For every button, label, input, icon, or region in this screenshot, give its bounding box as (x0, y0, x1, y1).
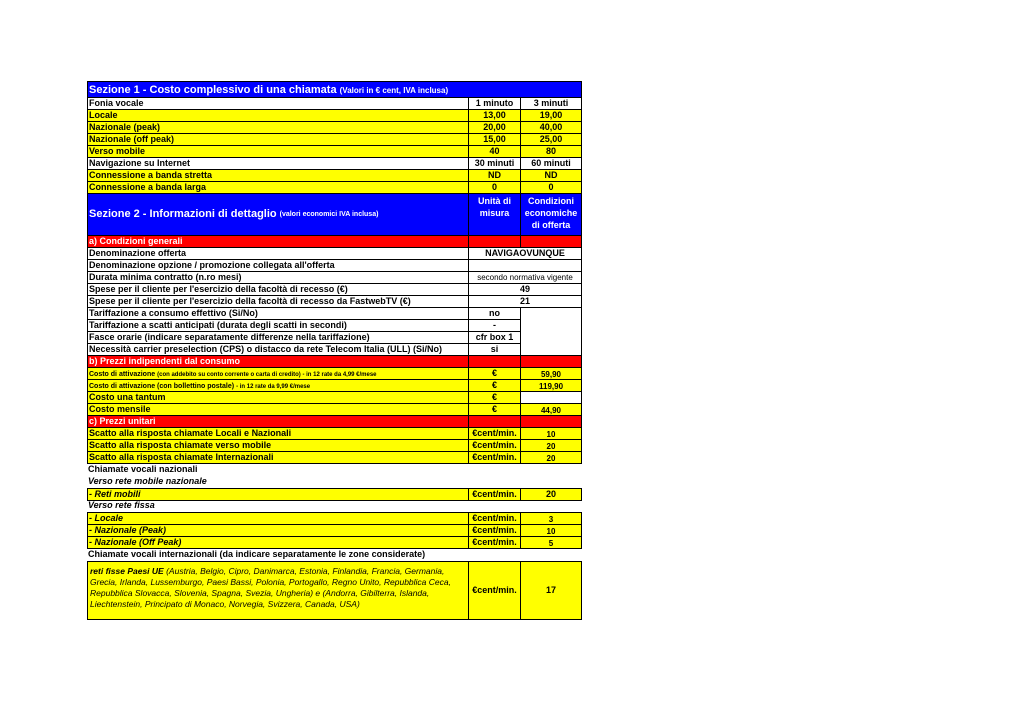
general-row-value: 21 (469, 296, 582, 308)
general-row-label: Necessità carrier preselection (CPS) o distacco da rete Telecom Italia (ULL) (Si/No) (87, 344, 469, 356)
voice-row-value-2: 25,00 (521, 134, 582, 146)
section2-subtitle: (valori economici IVA inclusa) (279, 211, 379, 218)
general-header-blank (521, 236, 582, 248)
general-row-label: Tariffazione a scatti anticipati (durata degli scatti in secondi) (87, 320, 469, 332)
fixed-row-unit: €cent/min. (469, 537, 521, 549)
scatto-row-label: Scatto alla risposta chiamate Locali e Nazionali (87, 428, 469, 440)
price-row-unit: € (469, 404, 521, 416)
voice-row-label: Verso mobile (87, 146, 469, 158)
prices-header-row (87, 356, 582, 368)
scatto-row (87, 440, 582, 452)
fixed-row-label: - Locale (87, 513, 469, 525)
scatto-row-value: 10 (521, 428, 582, 440)
internet-row-label: Connessione a banda stretta (87, 170, 469, 182)
general-row-value: 49 (469, 284, 582, 296)
general-row (87, 332, 582, 344)
voice-row-value-1: 40 (469, 146, 521, 158)
section1-title-row (87, 81, 582, 98)
general-row-value: si (469, 344, 521, 356)
eu-row-title: reti fisse Paesi UE (90, 566, 164, 576)
section2-title-text: Sezione 2 - Informazioni di dettaglio (89, 208, 277, 220)
general-row (87, 296, 582, 308)
voice-row-label: Nazionale (peak) (87, 122, 469, 134)
price-row-value: 59,90 (521, 368, 582, 380)
general-row-blank (521, 320, 582, 332)
mobile-network-header: Verso rete mobile nazionale (88, 476, 207, 486)
general-row-value: secondo normativa vigente (469, 272, 582, 284)
internet-row-label: Connessione a banda larga (87, 182, 469, 194)
general-row (87, 272, 582, 284)
general-row-label: Fasce orarie (indicare separatamente differenze nella tariffazione) (87, 332, 469, 344)
section2-col-unit: Unità di misura (469, 194, 521, 236)
general-header-row (87, 236, 582, 248)
fixed-row-value: 10 (521, 525, 582, 537)
unit-prices-header-row (87, 416, 582, 428)
general-row (87, 344, 582, 356)
voice-row (87, 122, 582, 134)
general-row-value: - (469, 320, 521, 332)
price-row (87, 368, 582, 380)
section2-col-conditions: Condizioni economiche di offerta (521, 194, 582, 236)
internet-row (87, 170, 582, 182)
mobile-header-row (87, 476, 582, 488)
price-row (87, 392, 582, 404)
general-header-blank (469, 236, 521, 248)
general-row (87, 284, 582, 296)
price-row (87, 380, 582, 392)
section2-title (87, 194, 469, 236)
general-row (87, 248, 582, 260)
scatto-row (87, 452, 582, 464)
general-row-value: NAVIGAOVUNQUE (469, 248, 582, 260)
general-row (87, 320, 582, 332)
voice-row-label: Nazionale (off peak) (87, 134, 469, 146)
general-row (87, 260, 582, 272)
voice-row (87, 134, 582, 146)
scatto-row (87, 428, 582, 440)
fixed-header-row (87, 500, 582, 512)
voice-row-value-2: 80 (521, 146, 582, 158)
internet-row-value-2: ND (521, 170, 582, 182)
fixed-row (87, 537, 582, 549)
voice-header-row (87, 98, 582, 110)
voice-row-value-2: 40,00 (521, 122, 582, 134)
scatto-row-label: Scatto alla risposta chiamate verso mobile (87, 440, 469, 452)
price-row-value: 119,90 (521, 380, 582, 392)
price-row-title: Costo una tantum (89, 392, 166, 402)
internet-row-value-2: 0 (521, 182, 582, 194)
mobile-row-label: - Reti mobili (87, 489, 469, 501)
prices-header-blank (469, 356, 521, 368)
scatto-row-label: Scatto alla risposta chiamate Internazionali (87, 452, 469, 464)
price-row-title: Costo di attivazione (con bollettino postale) (89, 383, 235, 390)
prices-header-blank (521, 356, 582, 368)
scatto-row-unit: €cent/min. (469, 440, 521, 452)
fixed-network-header: Verso rete fissa (88, 500, 155, 510)
internet-header-row (87, 158, 582, 170)
price-row-value (521, 392, 582, 404)
fixed-row-value: 5 (521, 537, 582, 549)
fixed-row-unit: €cent/min. (469, 525, 521, 537)
price-row (87, 404, 582, 416)
scatto-row-unit: €cent/min. (469, 428, 521, 440)
voice-header-label: Fonia vocale (87, 98, 469, 110)
fixed-row-label: - Nazionale (Off Peak) (87, 537, 469, 549)
unit-prices-header-blank (469, 416, 521, 428)
price-row-title: Costo mensile (89, 404, 151, 414)
general-row-label: Durata minima contratto (n.ro mesi) (87, 272, 469, 284)
voice-row-value-1: 15,00 (469, 134, 521, 146)
general-row-value: no (469, 308, 521, 320)
eu-row (87, 561, 582, 619)
internet-row-value-1: ND (469, 170, 521, 182)
unit-prices-header: c) Prezzi unitari (87, 416, 469, 428)
price-row-unit: € (469, 368, 521, 380)
price-row-label (87, 368, 469, 380)
price-row-unit: € (469, 392, 521, 404)
voice-row-label: Locale (87, 110, 469, 122)
internet-row-value-1: 0 (469, 182, 521, 194)
mobile-row-value: 20 (521, 489, 582, 501)
mobile-row (87, 488, 582, 500)
price-row-unit: € (469, 380, 521, 392)
general-row-blank (521, 332, 582, 344)
section2-title-row (87, 194, 582, 236)
price-sheet (87, 81, 582, 619)
voice-row-value-1: 13,00 (469, 110, 521, 122)
scatto-row-value: 20 (521, 440, 582, 452)
general-row-blank (521, 344, 582, 356)
unit-prices-header-blank (521, 416, 582, 428)
general-header: a) Condizioni generali (87, 236, 469, 248)
price-row-note: - in 12 rate da 9,99 €/mese (236, 384, 311, 390)
price-row-label (87, 380, 469, 392)
fixed-row (87, 513, 582, 525)
voice-row (87, 146, 582, 158)
section1-title (87, 81, 582, 98)
prices-header: b) Prezzi indipendenti dal consumo (87, 356, 469, 368)
fixed-row (87, 525, 582, 537)
eu-row-unit: €cent/min. (469, 562, 521, 620)
intl-header-row (87, 549, 582, 561)
general-row (87, 308, 582, 320)
general-row-label: Denominazione opzione / promozione collegata all'offerta (87, 260, 469, 272)
national-calls-header: Chiamate vocali nazionali (88, 464, 198, 474)
price-row-note: (con addebito su conto corrente o carta di credito) - in 12 rate da 4,99 €/mese (157, 372, 377, 378)
general-row-label: Spese per il cliente per l'esercizio della facoltà di recesso da FastwebTV (€) (87, 296, 469, 308)
general-row-value: cfr box 1 (469, 332, 521, 344)
eu-row-countries: (Austria, Belgio, Cipro, Danimarca, Estonia, Finlandia, Francia, Germania, Grecia, Irlanda, Lussemburgo, Paesi Bassi, Polonia, Portogallo, Regno Unito, Repubblica Ceca, Repubblica Slovacca, Slovenia, Spagna, Svezia, Ungheria) e (Andorra, Gibilterra, Islanda, Liechtenstein, Principato di Monaco, Norvegia, Svizzera, Canada, USA) (90, 566, 451, 609)
fixed-row-value: 3 (521, 513, 582, 525)
section1-title-text: Sezione 1 - Costo complessivo di una chiamata (89, 84, 337, 96)
international-calls-header: Chiamate vocali internazionali (da indicare separatamente le zone considerate) (88, 549, 426, 559)
eu-row-label (87, 562, 469, 620)
internet-row (87, 182, 582, 194)
general-row-label: Denominazione offerta (87, 248, 469, 260)
voice-row-value-2: 19,00 (521, 110, 582, 122)
eu-row-value: 17 (521, 562, 582, 620)
general-row-blank (521, 308, 582, 320)
voice-header-col1: 1 minuto (469, 98, 521, 110)
voice-row (87, 110, 582, 122)
price-row-label (87, 404, 469, 416)
scatto-row-value: 20 (521, 452, 582, 464)
scatto-row-unit: €cent/min. (469, 452, 521, 464)
price-row-value: 44,90 (521, 404, 582, 416)
voice-row-value-1: 20,00 (469, 122, 521, 134)
general-row-label: Spese per il cliente per l'esercizio della facoltà di recesso (€) (87, 284, 469, 296)
internet-header-col1: 30 minuti (469, 158, 521, 170)
general-row-label: Tariffazione a consumo effettivo (Si/No) (87, 308, 469, 320)
fixed-row-label: - Nazionale (Peak) (87, 525, 469, 537)
mobile-row-unit: €cent/min. (469, 489, 521, 501)
voice-header-col2: 3 minuti (521, 98, 582, 110)
national-header-row (87, 464, 582, 476)
internet-header-col2: 60 minuti (521, 158, 582, 170)
section1-subtitle: (Valori in € cent, IVA inclusa) (339, 86, 449, 95)
fixed-row-unit: €cent/min. (469, 513, 521, 525)
internet-header-label: Navigazione su Internet (87, 158, 469, 170)
general-row-value (469, 260, 582, 272)
price-row-label (87, 392, 469, 404)
price-row-title: Costo di attivazione (89, 371, 156, 378)
